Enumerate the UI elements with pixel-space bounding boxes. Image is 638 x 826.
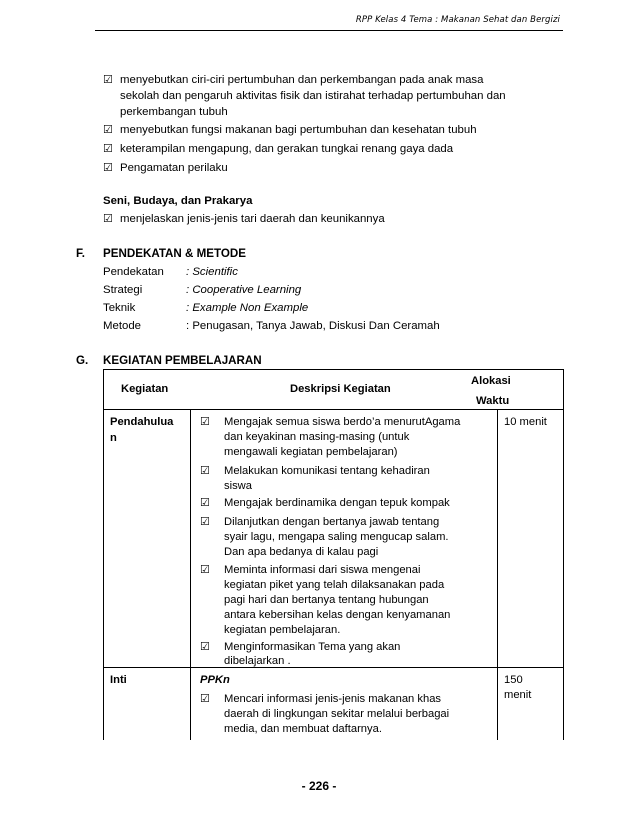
list-item-line: syair lagu, mengapa saling mengucap salam. <box>224 531 449 543</box>
method-key: Teknik <box>103 302 136 314</box>
list-item-line: Pengamatan perilaku <box>120 162 228 174</box>
list-item-line: menyebutkan ciri-ciri pertumbuhan dan perkembangan pada anak masa <box>120 74 484 86</box>
checkbox-icon: ☑ <box>103 162 113 174</box>
list-item-line: menyebutkan fungsi makanan bagi pertumbuhan dan kesehatan tubuh <box>120 124 477 136</box>
list-item-line: kegiatan pembelajaran. <box>224 624 341 636</box>
table-header-kegiatan: Kegiatan <box>121 383 169 395</box>
checkbox-icon: ☑ <box>103 143 113 155</box>
method-key: Strategi <box>103 284 143 296</box>
table-col-divider <box>190 409 191 740</box>
table-rule <box>103 667 564 668</box>
table-border-left <box>103 369 104 740</box>
method-key: Metode <box>103 320 141 332</box>
list-item-line: Dan apa bedanya di kalau pagi <box>224 546 379 558</box>
list-item-line: Meminta informasi dari siswa mengenai <box>224 564 421 576</box>
list-item-line: Menginformasikan Tema yang akan <box>224 641 401 653</box>
list-item-line: Mengajak semua siswa berdo’a menurutAgama <box>224 416 461 428</box>
list-item-line: perkembangan tubuh <box>120 106 228 118</box>
checkbox-icon: ☑ <box>200 641 211 653</box>
list-item-line: kegiatan piket yang telah dilaksanakan pada <box>224 579 445 591</box>
row-label-pendahuluan-cont: n <box>110 432 117 444</box>
table-rule <box>103 409 564 410</box>
method-value: : Example Non Example <box>186 302 309 314</box>
method-key: Pendekatan <box>103 266 164 278</box>
list-item-line: Mencari informasi jenis-jenis makanan khas <box>224 693 442 705</box>
list-item-line: Mengajak berdinamika dengan tepuk kompak <box>224 497 450 509</box>
section-f-letter: F. <box>76 247 86 260</box>
subject-heading-ppkn: PPKn <box>200 674 230 686</box>
list-item-line: dibelajarkan . <box>224 655 291 667</box>
checkbox-icon: ☑ <box>200 497 211 509</box>
running-header: RPP Kelas 4 Tema : Makanan Sehat dan Bergizi <box>355 15 560 25</box>
checkbox-icon: ☑ <box>200 693 211 705</box>
checkbox-icon: ☑ <box>103 124 113 136</box>
checkbox-icon: ☑ <box>200 516 211 528</box>
list-item-line: mengawali kegiatan pembelajaran) <box>224 446 398 458</box>
row-label-inti: Inti <box>110 674 127 686</box>
section-f-title: PENDEKATAN & METODE <box>103 247 246 260</box>
table-col-divider <box>497 409 498 740</box>
list-item-line: daerah di lingkungan sekitar melalui berbagai <box>224 708 450 720</box>
checkbox-icon: ☑ <box>200 465 211 477</box>
list-item-line: siswa <box>224 480 252 492</box>
table-header-waktu: Waktu <box>476 395 510 407</box>
checkbox-icon: ☑ <box>103 74 113 86</box>
method-value: : Scientific <box>186 266 238 278</box>
method-value: : Cooperative Learning <box>186 284 302 296</box>
list-item-line: Dilanjutkan dengan bertanya jawab tentang <box>224 516 440 528</box>
row-label-pendahuluan: Pendahulua <box>110 416 174 428</box>
subject-heading-sbdp: Seni, Budaya, dan Prakarya <box>103 195 253 207</box>
row-time-inti: 150 <box>504 674 523 686</box>
row-time-pendahuluan: 10 menit <box>504 416 547 428</box>
list-item-line: media, dan membuat daftarnya. <box>224 723 382 735</box>
checkbox-icon: ☑ <box>200 416 211 428</box>
list-item-line: dan keyakinan masing-masing (untuk <box>224 431 410 443</box>
section-g-letter: G. <box>76 354 89 367</box>
list-item-line: keterampilan mengapung, dan gerakan tungkai renang gaya dada <box>120 143 454 155</box>
checkbox-icon: ☑ <box>200 564 211 576</box>
list-item-line: sekolah dan pengaruh aktivitas fisik dan istirahat terhadap pertumbuhan dan <box>120 90 506 102</box>
page-number: - 226 - <box>301 779 337 793</box>
checkbox-icon: ☑ <box>103 213 113 225</box>
table-header-alokasi: Alokasi <box>471 375 511 387</box>
list-item-line: antara kebersihan kelas dengan kenyamanan <box>224 609 451 621</box>
list-item-line: menjelaskan jenis-jenis tari daerah dan keunikannya <box>120 213 385 225</box>
header-rule <box>95 30 563 31</box>
table-header-deskripsi: Deskripsi Kegiatan <box>290 383 391 395</box>
method-value: : Penugasan, Tanya Jawab, Diskusi Dan Ceramah <box>186 320 440 332</box>
section-g-title: KEGIATAN PEMBELAJARAN <box>103 354 262 367</box>
table-border-top <box>103 369 564 370</box>
row-time-inti-unit: menit <box>504 689 532 701</box>
table-border-right <box>563 369 564 740</box>
list-item-line: pagi hari dan bertanya tentang hubungan <box>224 594 429 606</box>
list-item-line: Melakukan komunikasi tentang kehadiran <box>224 465 430 477</box>
